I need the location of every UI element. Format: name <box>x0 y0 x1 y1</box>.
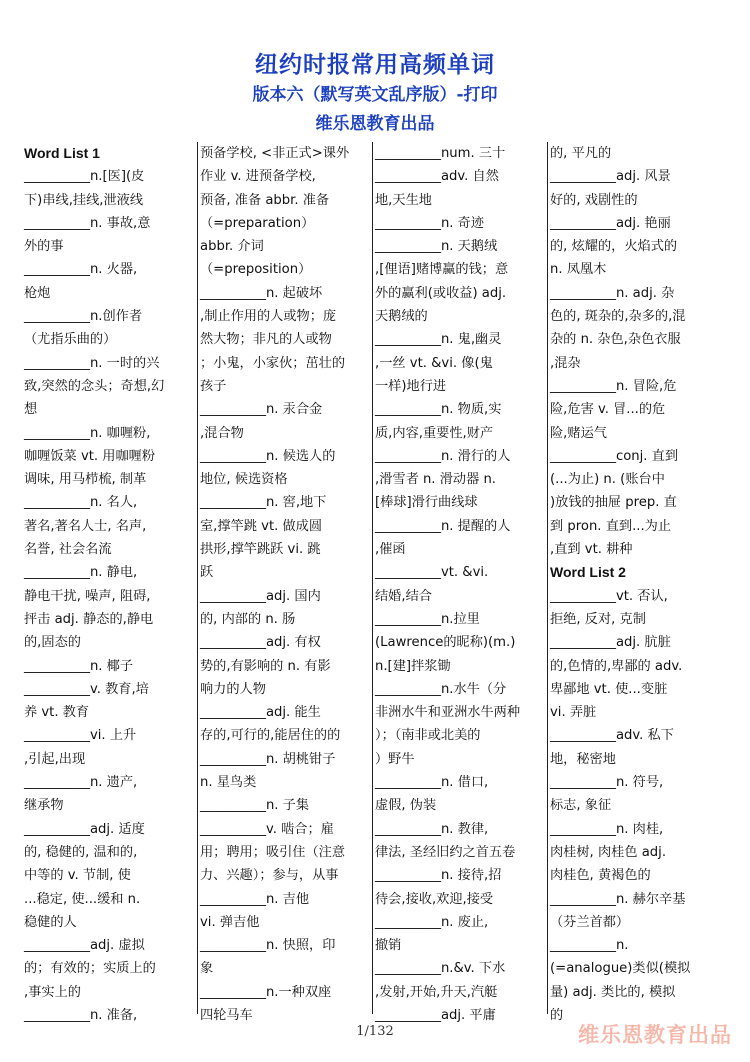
entry-line: 预备, 准备 abbr. 准备 <box>200 192 330 208</box>
entry-line: __________n. 火器, <box>24 262 138 278</box>
entry-line: 标志, 象征 <box>550 798 612 814</box>
entry-line: 调味, 用马栉梳, 制革 <box>24 472 147 488</box>
entry-line: __________n.一种双座 <box>200 984 332 1000</box>
entry-line: 险,危害 v. 冒...的危 <box>550 402 666 418</box>
entry-line: __________n. 吉他 <box>200 891 310 907</box>
entry-line: 结婚,结合 <box>375 588 432 604</box>
column-3 <box>375 142 545 1023</box>
entry-line: __________n.[医](皮 <box>24 169 145 185</box>
entry-line: __________n. 汞合金 <box>200 402 323 418</box>
entry-line: 地位, 候选资格 <box>200 472 288 488</box>
column-divider <box>197 142 198 1014</box>
entry-line: 象 <box>200 961 214 977</box>
entry-line: 孩子 <box>200 378 227 394</box>
entry-line: __________n. adj. 杂 <box>550 285 675 301</box>
entry-line: 中等的 v. 节制, 使 <box>24 868 131 884</box>
entry-line: __________n. 咖喱粉, <box>24 425 151 441</box>
entry-line: 响力的人物 <box>200 681 266 697</box>
entry-line: __________n. 废止, <box>375 914 489 930</box>
entry-line: __________n. 胡桃钳子 <box>200 751 336 767</box>
entry-line: 外的赢利(或收益) adj. <box>375 285 507 301</box>
entry-line: 地,天生地 <box>375 192 432 208</box>
entry-line: __________n. 奇迹 <box>375 215 485 231</box>
entry-line: 存的,可行的,能居住的的 <box>200 728 341 744</box>
entry-line: 用；聘用；吸引住（注意 <box>200 844 346 860</box>
entry-line: 养 vt. 教育 <box>24 705 90 721</box>
entry-line: ,事实上的 <box>24 984 81 1000</box>
entry-line: __________conj. 直到 <box>550 448 679 464</box>
entry-line: __________n. 提醒的人 <box>375 518 511 534</box>
entry-line: 外的事 <box>24 239 64 255</box>
entry-line: __________n. 准备, <box>24 1007 138 1023</box>
entry-line: 地，秘密地 <box>550 751 616 767</box>
entry-line: 静电干扰, 噪声, 阻碍, <box>24 588 151 604</box>
entry-line: 杂的 n. 杂色,杂色衣服 <box>550 332 681 348</box>
entry-line: __________adj. 适度 <box>24 821 145 837</box>
entry-line: )放钱的抽屉 prep. 直 <box>550 495 677 511</box>
entry-line: __________adj. 肮脏 <box>550 635 671 651</box>
page-number: 1/132 <box>356 1024 394 1039</box>
entry-line: n. 星鸟类 <box>200 775 257 791</box>
entry-line: 然大物；非凡的人或物 <box>200 332 332 348</box>
word-list-heading: Word List 2 <box>550 564 626 581</box>
entry-line: （尤指乐曲的） <box>24 332 117 348</box>
entry-line: __________adj. 平庸 <box>375 1007 496 1023</box>
entry-line: 险,赌运气 <box>550 425 607 441</box>
entry-line: 撤销 <box>375 938 402 954</box>
column-1 <box>24 142 196 1023</box>
entry-line: ；小鬼，小家伙；茁壮的 <box>200 355 346 371</box>
entry-line: 著名,著名人士, 名声, <box>24 518 147 534</box>
entry-line: 的, 稳健的, 温和的, <box>24 844 138 860</box>
entry-line: ,引起,出现 <box>24 751 86 767</box>
entry-line: ,直到 vt. 耕种 <box>550 542 633 558</box>
entry-line: __________n. 鬼,幽灵 <box>375 332 502 348</box>
entry-line: ,催函 <box>375 542 406 558</box>
entry-line: 卑鄙地 vt. 使...变脏 <box>550 681 668 697</box>
entry-line: ,制止作用的人或物；庞 <box>200 309 337 325</box>
entry-line: __________n. 借口, <box>375 775 489 791</box>
entry-line: __________n. 一时的兴 <box>24 355 160 371</box>
entry-line: 稳健的人 <box>24 914 77 930</box>
entry-line: (Lawrence的昵称)(m.) <box>375 635 516 651</box>
entry-line: 咖喱饭菜 vt. 用咖喱粉 <box>24 448 156 464</box>
entry-line: ）野牛 <box>375 751 415 767</box>
entry-line: 量) adj. 类比的, 模拟 <box>550 984 676 1000</box>
entry-line: __________n. 静电, <box>24 565 138 581</box>
entry-line: __________n. 肉桂, <box>550 821 664 837</box>
entry-line: __________n. 赫尔辛基 <box>550 891 686 907</box>
entry-line: 好的, 戏剧性的 <box>550 192 638 208</box>
entry-line: ...稳定, 使...缓和 n. <box>24 891 141 907</box>
column-2 <box>200 142 370 1023</box>
entry-line: ,发射,开始,升天,汽艇 <box>375 984 498 1000</box>
entry-line: 枪炮 <box>24 285 51 301</box>
entry-line: __________n. 窖,地下 <box>200 495 327 511</box>
entry-line: 拱形,撑竿跳跃 vi. 跳 <box>200 542 321 558</box>
entry-line: 致,突然的念头；奇想,幻 <box>24 378 165 394</box>
entry-line: vi. 弹吉他 <box>200 914 260 930</box>
entry-line: __________n. 名人, <box>24 495 138 511</box>
entry-line: __________n.&v. 下水 <box>375 961 506 977</box>
entry-line: __________n. 符号, <box>550 775 664 791</box>
entry-line: __________adj. 国内 <box>200 588 321 604</box>
entry-line: __________adj. 虚拟 <box>24 938 145 954</box>
entry-line: abbr. 介词 <box>200 239 264 255</box>
entry-line: __________n. 事故,意 <box>24 215 151 231</box>
watermark-logo: 维乐恩教育出品 <box>578 1023 732 1047</box>
entry-line: （=preparation） <box>200 215 315 231</box>
entry-line: 的 <box>550 1007 564 1023</box>
entry-line: 非洲水牛和亚洲水牛两种 <box>375 705 521 721</box>
entry-line: __________adv. 自然 <box>375 169 499 185</box>
entry-line: __________n.拉里 <box>375 611 480 627</box>
column-divider <box>372 142 373 1014</box>
entry-line: __________n. 天鹅绒 <box>375 239 498 255</box>
entry-line: 到 pron. 直到...为止 <box>550 518 672 534</box>
entry-line: __________n. <box>550 938 629 954</box>
entry-line: vi. 弄脏 <box>550 705 597 721</box>
entry-line: ,一丝 vt. &vi. 像(鬼 <box>375 355 493 371</box>
entry-line: 下)串线,挂线,泄液线 <box>24 192 144 208</box>
entry-line: __________n. 接待,招 <box>375 868 502 884</box>
entry-line: 想 <box>24 402 38 418</box>
entry-line: ,滑雪者 n. 滑动器 n. <box>375 472 496 488</box>
entry-line: 作业 v. 进预备学校, <box>200 169 316 185</box>
column-4 <box>550 142 722 1023</box>
entry-line: 的, 炫耀的，火焰式的 <box>550 239 678 255</box>
page-title: 纽约时报常用高频单词 <box>255 52 495 78</box>
entry-line: ,混合物 <box>200 425 244 441</box>
entry-line: 待会,接收,欢迎,接受 <box>375 891 494 907</box>
column-divider <box>547 142 548 1014</box>
entry-line: ,混杂 <box>550 355 581 371</box>
page-subtitle: 版本六（默写英文乱序版）-打印 <box>252 85 498 105</box>
entry-line: __________vi. 上升 <box>24 728 137 744</box>
word-list-columns <box>22 142 728 1023</box>
entry-line: __________n. 子集 <box>200 798 310 814</box>
entry-line: 预备学校, <非正式>课外 <box>200 146 350 161</box>
entry-line: 拒绝, 反对, 克制 <box>550 611 646 627</box>
entry-line: 天鹅绒的 <box>375 309 428 325</box>
entry-line: __________adj. 风景 <box>550 169 671 185</box>
entry-line: 名誉, 社会名流 <box>24 542 112 558</box>
entry-line: __________v. 教育,培 <box>24 681 149 697</box>
entry-line: 跃 <box>200 565 214 581</box>
word-list-heading: Word List 1 <box>24 145 100 161</box>
entry-line: __________n. 起破坏 <box>200 285 323 301</box>
entry-line: n. 凤凰木 <box>550 262 607 278</box>
entry-line: 肉桂树, 肉桂色 adj. <box>550 844 667 860</box>
entry-line: __________n. 遗产, <box>24 775 138 791</box>
entry-line: （芬兰首都） <box>550 914 630 930</box>
entry-line: 抨击 adj. 静态的,静电 <box>24 611 154 627</box>
entry-line: (...为止) n. (账台中 <box>550 472 665 488</box>
entry-line: __________n.水牛（分 <box>375 681 507 697</box>
entry-line: 继承物 <box>24 798 64 814</box>
entry-line: __________n. 物质,实 <box>375 402 502 418</box>
entry-line: __________n. 冒险,危 <box>550 378 677 394</box>
entry-line: [棒球]滑行曲线球 <box>375 495 478 511</box>
entry-line: __________adv. 私下 <box>550 728 674 744</box>
entry-line: __________v. 啮合；雇 <box>200 821 334 837</box>
entry-line: __________n. 椰子 <box>24 658 134 674</box>
entry-line: 力、兴趣）；参与，从事 <box>200 868 339 884</box>
entry-line: 室,撑竿跳 vt. 做成圆 <box>200 518 323 534</box>
entry-line: 的,固态的 <box>24 635 81 651</box>
entry-line: __________vt. 否认, <box>550 588 668 604</box>
entry-line: __________adj. 有权 <box>200 635 321 651</box>
entry-line: 势的,有影响的 n. 有影 <box>200 658 331 674</box>
entry-line: __________adj. 能生 <box>200 705 321 721</box>
entry-line: 的；有效的；实质上的 <box>24 961 156 977</box>
entry-line: 的,色情的,卑鄙的 adv. <box>550 658 683 674</box>
entry-line: __________n. 滑行的人 <box>375 448 511 464</box>
entry-line: (=analogue)类似(模拟 <box>550 961 691 977</box>
entry-line: __________n. 教律, <box>375 821 489 837</box>
entry-line: 肉桂色, 黄褐色的 <box>550 868 651 884</box>
entry-line: 色的, 斑杂的,杂多的,混 <box>550 309 686 325</box>
entry-line: __________vt. &vi. <box>375 565 489 581</box>
entry-line: 质,内容,重要性,财产 <box>375 425 494 441</box>
publisher-line: 维乐恩教育出品 <box>315 114 435 134</box>
entry-line: n.[建]拌浆锄 <box>375 658 451 674</box>
entry-line: __________adj. 艳丽 <box>550 215 671 231</box>
entry-line: __________n. 快照，印 <box>200 938 336 954</box>
entry-line: 的, 平凡的 <box>550 146 612 161</box>
entry-line: __________num. 三十 <box>375 146 506 161</box>
entry-line: 一样)地行进 <box>375 378 447 394</box>
entry-line: __________n. 候选人的 <box>200 448 336 464</box>
entry-line: __________n.创作者 <box>24 309 143 325</box>
entry-line: ,[俚语]赌博赢的钱；意 <box>375 262 509 278</box>
entry-line: 的, 内部的 n. 肠 <box>200 611 296 627</box>
entry-line: 律法, 圣经旧约之首五卷 <box>375 844 516 860</box>
entry-line: ）；（南非或北美的 <box>375 728 481 744</box>
entry-line: （=preposition） <box>200 262 312 278</box>
entry-line: 四轮马车 <box>200 1007 253 1023</box>
entry-line: 虚假, 伪装 <box>375 798 437 814</box>
